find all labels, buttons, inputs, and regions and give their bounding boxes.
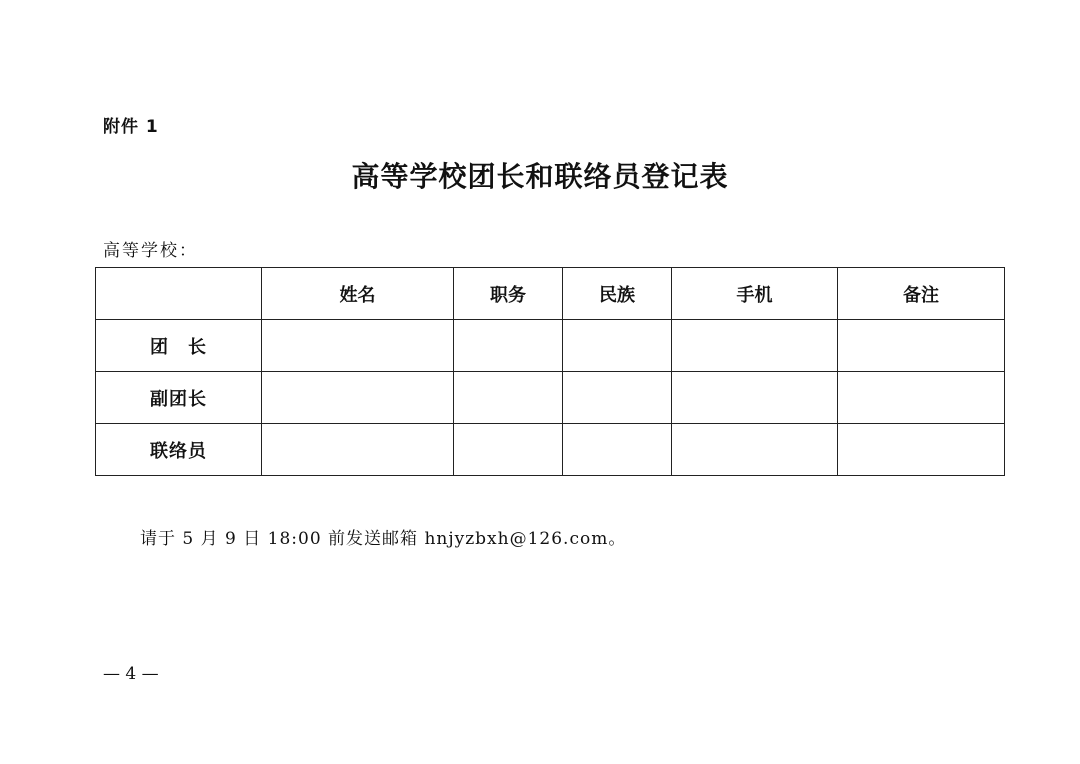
row-label-liaison: 联络员 xyxy=(96,424,262,476)
attachment-label: 附件 1 xyxy=(103,117,159,137)
table-cell xyxy=(454,372,563,424)
table-cell xyxy=(454,424,563,476)
table-cell xyxy=(672,424,838,476)
submission-note: 请于 5 月 9 日 18:00 前发送邮箱 hnjyzbxh@126.com。 xyxy=(140,529,627,549)
table-row xyxy=(96,424,1005,476)
header-position: 职务 xyxy=(454,268,563,320)
table-cell xyxy=(563,424,672,476)
table-row xyxy=(96,320,1005,372)
table-cell xyxy=(838,372,1005,424)
table-row xyxy=(96,372,1005,424)
page-number: — 4 — xyxy=(103,664,159,684)
header-corner-cell xyxy=(96,268,262,320)
table-cell xyxy=(262,320,454,372)
table-cell xyxy=(563,372,672,424)
table-cell xyxy=(563,320,672,372)
header-name: 姓名 xyxy=(262,268,454,320)
school-label: 高等学校： xyxy=(103,241,198,261)
table-cell xyxy=(672,320,838,372)
table-cell xyxy=(454,320,563,372)
table-cell xyxy=(838,320,1005,372)
table-cell xyxy=(672,372,838,424)
page-title: 高等学校团长和联络员登记表 xyxy=(351,160,729,193)
table-header-row xyxy=(96,268,1005,320)
table-cell xyxy=(262,424,454,476)
table-cell xyxy=(838,424,1005,476)
table-cell xyxy=(262,372,454,424)
row-label-deputy-leader: 副团长 xyxy=(96,372,262,424)
row-label-leader: 团 长 xyxy=(96,320,262,372)
header-ethnicity: 民族 xyxy=(563,268,672,320)
header-phone: 手机 xyxy=(672,268,838,320)
header-remarks: 备注 xyxy=(838,268,1005,320)
registration-table xyxy=(95,267,1005,476)
